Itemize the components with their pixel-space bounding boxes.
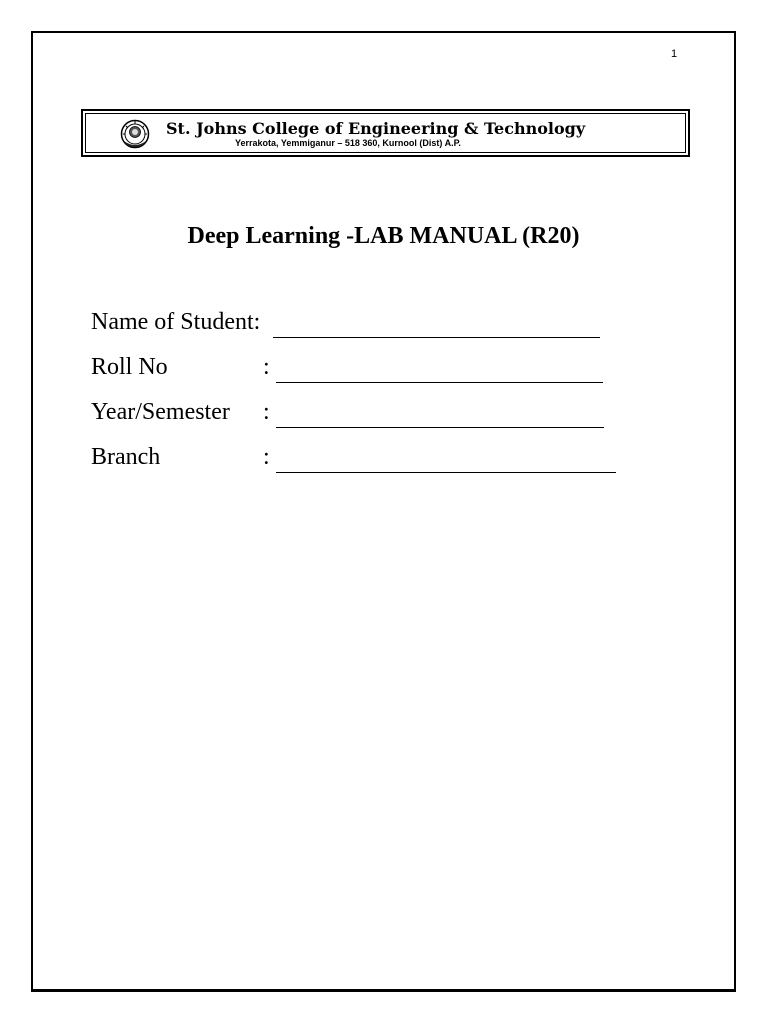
college-header: [81, 109, 690, 157]
branch-colon: :: [263, 444, 270, 470]
name-of-student-line: [273, 337, 600, 338]
year-semester-line: [276, 427, 604, 428]
page-number: 1: [671, 48, 678, 60]
year-semester-label: Year/Semester: [91, 399, 230, 425]
college-address: Yerrakota, Yemmiganur – 518 360, Kurnool (Dist) A.P.: [235, 138, 461, 148]
roll-no-line: [276, 382, 603, 383]
college-seal-icon: [120, 119, 150, 149]
branch-label: Branch: [91, 444, 161, 470]
college-header-inner: [85, 113, 686, 153]
roll-no-label: Roll No: [91, 354, 168, 380]
roll-no-colon: :: [263, 354, 270, 380]
document-title: Deep Learning -LAB MANUAL (R20): [187, 223, 580, 249]
branch-line: [276, 472, 616, 473]
name-of-student-label: Name of Student:: [91, 309, 261, 335]
year-semester-colon: :: [263, 399, 270, 425]
document-page: [31, 31, 736, 992]
college-name: St. Johns College of Engineering & Technology: [166, 119, 586, 138]
